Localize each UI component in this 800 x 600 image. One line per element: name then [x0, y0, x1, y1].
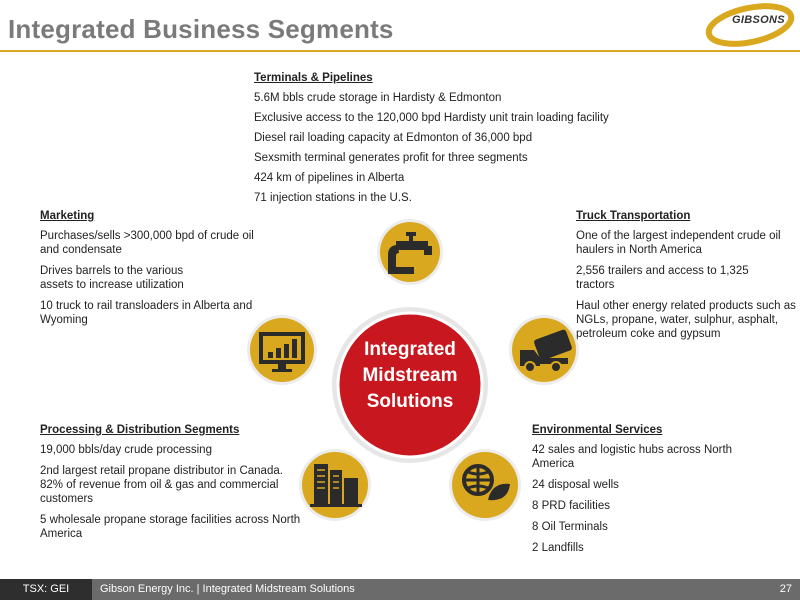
globe-leaf-icon	[448, 448, 522, 522]
truck-icon	[508, 314, 580, 386]
list-item: Haul other energy related products such as NGLs, propane, water, sulphur, asphalt, petroleum coke and gypsum	[576, 300, 796, 340]
page-title: Integrated Business Segments	[8, 14, 394, 44]
title-divider	[0, 50, 800, 52]
marketing-heading: Marketing	[40, 210, 95, 222]
list-item: 42 sales and logistic hubs across North America	[532, 444, 733, 470]
list-item: 2,556 trailers and access to 1,325 tractors	[576, 265, 749, 291]
list-item: 2nd largest retail propane distributor in Canada. 82% of revenue from oil & gas and commercial customers	[40, 465, 283, 505]
marketing-section	[40, 209, 272, 334]
center-label-line: Integrated	[364, 339, 456, 360]
center-label	[330, 337, 490, 415]
page-number: 27	[779, 583, 792, 595]
list-item: 19,000 bbls/day crude processing	[40, 444, 212, 456]
terminals-section	[254, 71, 684, 211]
processing-heading: Processing & Distribution Segments	[40, 424, 240, 436]
list-item: 5.6M bbls crude storage in Hardisty & Edmonton	[254, 92, 502, 104]
list-item: Exclusive access to the 120,000 bpd Hardisty unit train loading facility	[254, 112, 609, 124]
environmental-section	[532, 423, 772, 562]
list-item: Diesel rail loading capacity at Edmonton of 36,000 bpd	[254, 132, 533, 144]
ticker-label: TSX: GEI	[0, 579, 92, 600]
center-label-line: Midstream	[362, 365, 458, 386]
list-item: Purchases/sells >300,000 bpd of crude oil and condensate	[40, 230, 254, 256]
list-item: 10 truck to rail transloaders in Alberta and Wyoming	[40, 300, 253, 326]
terminals-heading: Terminals & Pipelines	[254, 72, 373, 84]
truck-heading: Truck Transportation	[576, 210, 691, 222]
list-item: 24 disposal wells	[532, 479, 619, 491]
list-item: Sexsmith terminal generates profit for three segments	[254, 152, 528, 164]
truck-section	[576, 209, 800, 348]
processing-section	[40, 423, 310, 548]
list-item: 8 PRD facilities	[532, 500, 610, 512]
list-item: 2 Landfills	[532, 542, 584, 554]
footer-text: Gibson Energy Inc. | Integrated Midstream Solutions	[100, 583, 355, 595]
list-item: 8 Oil Terminals	[532, 521, 608, 533]
list-item: 424 km of pipelines in Alberta	[254, 172, 405, 184]
center-label-line: Solutions	[366, 391, 454, 412]
pipeline-icon	[376, 218, 444, 286]
tanks-icon	[298, 448, 372, 522]
environmental-heading: Environmental Services	[532, 424, 663, 436]
list-item: 5 wholesale propane storage facilities across North America	[40, 514, 301, 540]
logo-text: GIBSONS	[732, 14, 785, 26]
list-item: 71 injection stations in the U.S.	[254, 192, 412, 204]
list-item: Drives barrels to the various assets to increase utilization	[40, 265, 184, 291]
list-item: One of the largest independent crude oil haulers in North America	[576, 230, 781, 256]
monitor-chart-icon	[246, 314, 318, 386]
